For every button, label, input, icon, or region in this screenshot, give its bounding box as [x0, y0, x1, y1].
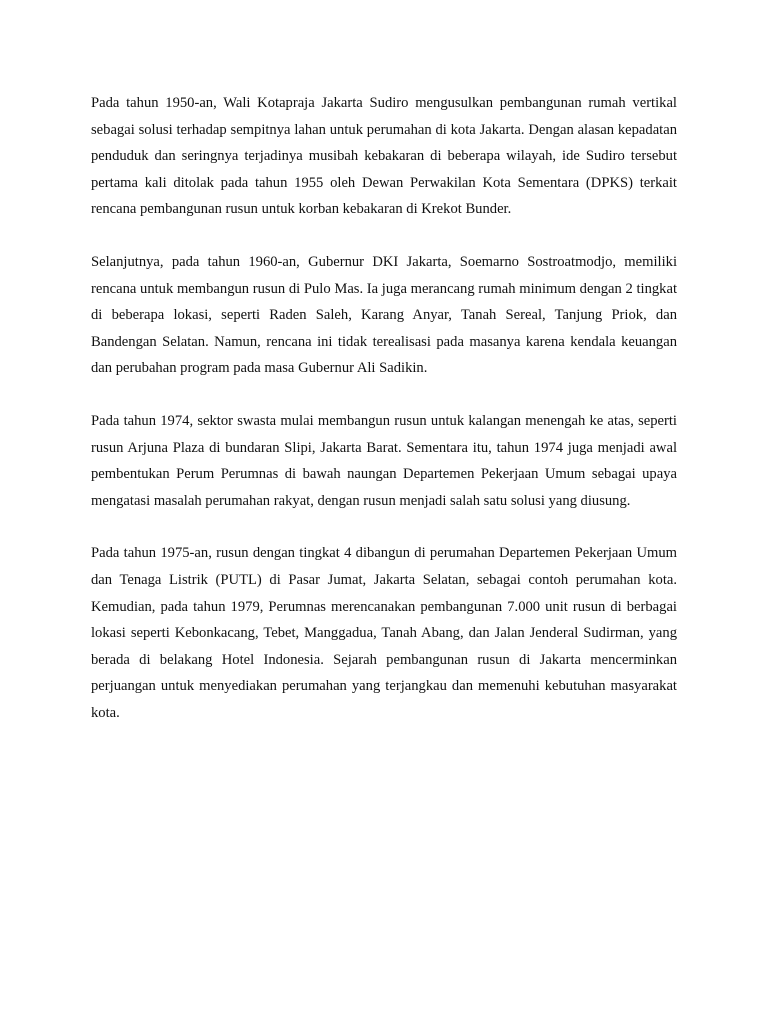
- paragraph-2: Selanjutnya, pada tahun 1960-an, Gubernur DKI Jakarta, Soemarno Sostroatmodjo, memiliki rencana untuk membangun rusun di Pulo Mas. Ia juga merancang rumah minimum dengan 2 tingkat di beberapa lokasi, seperti Raden Saleh, Karang Anyar, Tanah Sereal, Tanjung Priok, dan Bandengan Selatan. Namun, rencana ini tidak terealisasi pada masanya karena kendala keuangan dan perubahan program pada masa Gubernur Ali Sadikin.: [91, 253, 677, 377]
- paragraph-4: Pada tahun 1975-an, rusun dengan tingkat 4 dibangun di perumahan Departemen Pekerjaan Umum dan Tenaga Listrik (PUTL) di Pasar Jumat, Jakarta Selatan, sebagai contoh perumahan kota. Kemudian, pada tahun 1979, Perumnas merencanakan pembangunan 7.000 unit rusun di berbagai lokasi seperti Kebonkacang, Tebet, Manggadua, Tanah Abang, dan Jalan Jenderal Sudirman, yang berada di belakang Hotel Indonesia. Sejarah pembangunan rusun di Jakarta mencerminkan perjuangan untuk menyediakan perumahan yang terjangkau dan memenuhi kebutuhan masyarakat kota.: [91, 545, 677, 721]
- document-body: [91, 90, 677, 752]
- paragraph-1: Pada tahun 1950-an, Wali Kotapraja Jakarta Sudiro mengusulkan pembangunan rumah vertikal sebagai solusi terhadap sempitnya lahan untuk perumahan di kota Jakarta. Dengan alasan kepadatan penduduk dan seringnya terjadinya musibah kebakaran di beberapa wilayah, ide Sudiro tersebut pertama kali ditolak pada tahun 1955 oleh Dewan Perwakilan Kota Sementara (DPKS) terkait rencana pembangunan rusun untuk korban kebakaran di Krekot Bunder.: [91, 95, 677, 218]
- paragraph-3: Pada tahun 1974, sektor swasta mulai membangun rusun untuk kalangan menengah ke atas, seperti rusun Arjuna Plaza di bundaran Slipi, Jakarta Barat. Sementara itu, tahun 1974 juga menjadi awal pembentukan Perum Perumnas di bawah naungan Departemen Pekerjaan Umum sebagai upaya mengatasi masalah perumahan rakyat, dengan rusun menjadi salah satu solusi yang diusung.: [91, 412, 677, 509]
